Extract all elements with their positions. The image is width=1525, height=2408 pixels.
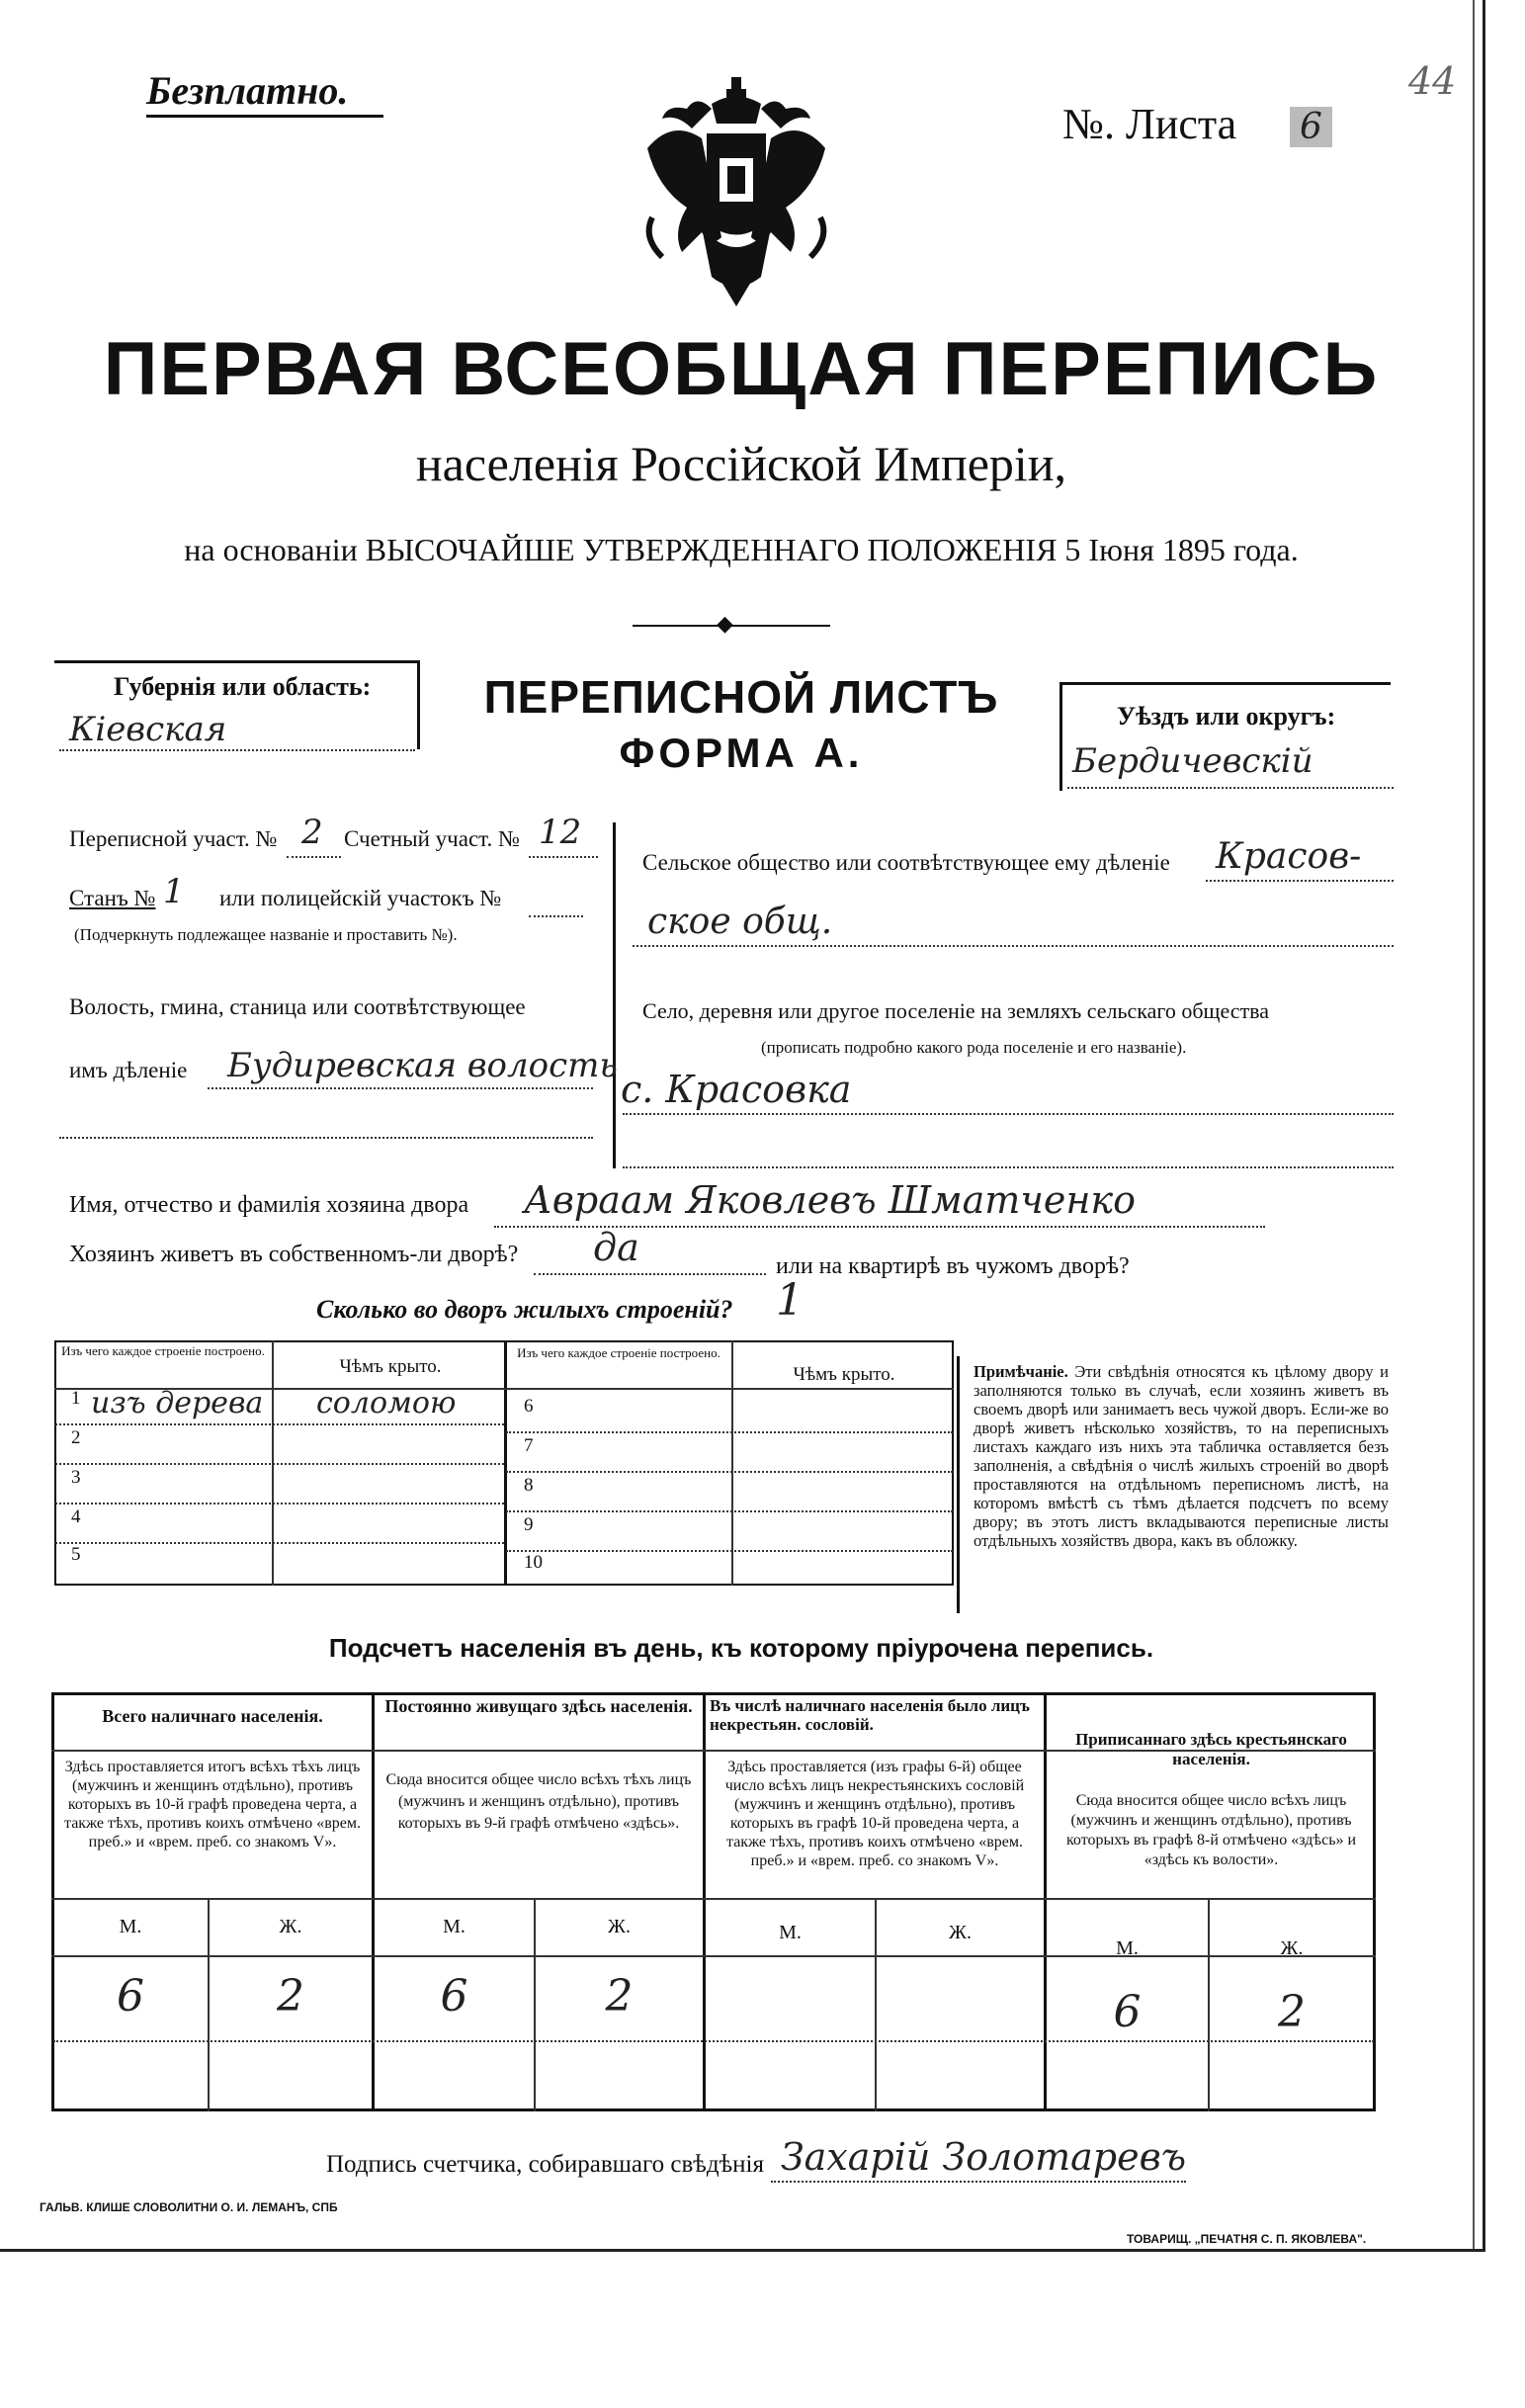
pop-col-header: Постоянно живущаго здѣсь населенія. (384, 1696, 693, 1716)
pop-col-header: Всего наличнаго населенія. (102, 1706, 323, 1726)
building-row-num: 1 (71, 1388, 81, 1409)
printer-right: ТОВАРИЩ. „ПЕЧАТНЯ С. П. ЯКОВЛЕВА". (1127, 2232, 1367, 2246)
building-row-num: 3 (71, 1467, 81, 1488)
pop-desc-rule (51, 1898, 1376, 1900)
pop-m-value: 6 (1113, 1987, 1142, 2037)
pop-col-divider (372, 1692, 375, 2111)
community-value-2: ское общ. (647, 902, 833, 942)
building-row-num: 8 (524, 1475, 534, 1496)
own-yard-value: да (593, 1226, 639, 1269)
ornament-diamond-icon: ◆ (717, 611, 733, 636)
village-dotline (623, 1113, 1394, 1115)
pop-m-label: М. (779, 1922, 802, 1943)
buildings-col1-header-right: Изъ чего каждое строеніе построено. (517, 1345, 720, 1360)
pop-m-label: М. (443, 1916, 466, 1937)
pop-f-label: Ж. (949, 1922, 972, 1943)
sheet-number-value: 6 (1290, 107, 1332, 147)
population-title: Подсчетъ населенія въ день, къ которому пріурочена перепись. (328, 1633, 1154, 1663)
rent-label: или на квартирѣ въ чужомъ дворѣ? (776, 1253, 1130, 1279)
basis-line: на основаніи ВЫСОЧАЙШЕ УТВЕРЖДЕННАГО ПОЛОЖЕНІЯ 5 Іюня 1895 года. (184, 532, 1299, 567)
district-label: Уѣздъ или округъ: (1117, 702, 1336, 731)
counting-section-label: Счетный участ. № (344, 826, 520, 851)
pop-m-value: 6 (117, 1971, 144, 2021)
village-note: (прописать подробно какого рода поселеніе и его названіе). (761, 1038, 1187, 1057)
district-dotline (1067, 787, 1394, 789)
buildings-label: Сколько во дворъ жилыхъ строеній? (316, 1295, 733, 1324)
building-row-line (506, 1510, 953, 1512)
stan-value: 1 (163, 872, 185, 911)
volost-label: Волость, гмина, станица или соотвѣтствующее (69, 994, 526, 1019)
signature-value: Захарій Золотаревъ (781, 2135, 1187, 2179)
pop-col-desc: Здѣсь проставляется итогъ всѣхъ тѣхъ лицъ (мужчинъ и женщинъ отдѣльно), противъ которыхъ въ 10-й графѣ проведена черта, а также тѣхъ, противъ коихъ отмѣчено «врем. преб.» и «врем. преб. со знакомъ V». (64, 1759, 361, 1850)
building-row-line (506, 1550, 953, 1552)
building-row-line (55, 1423, 504, 1425)
buildings-note (974, 1362, 1389, 1550)
census-section-label: Переписной участ. № (69, 826, 278, 851)
owner-value: Авраам Яковлевъ Шматченко (524, 1178, 1136, 1222)
volost-label-2: имъ дѣленіе (69, 1058, 188, 1082)
district-side-rule (1059, 682, 1062, 791)
province-label: Губернія или область: (114, 672, 372, 701)
pop-m-value: 6 (440, 1971, 468, 2021)
pop-col-desc: Сюда вносится общее число всѣхъ тѣхъ лицъ (мужчинъ и женщинъ отдѣльно), противъ которыхъ въ 9-й графѣ отмѣчено «здѣсь». (385, 1771, 692, 1832)
form-title: ПЕРЕПИСНОЙ ЛИСТЪ (483, 671, 999, 723)
signature-label: Подпись счетчика, собиравшаго свѣдѣнія (326, 2151, 764, 2178)
district-value: Бердичевскій (1072, 741, 1313, 781)
building-row-line (55, 1542, 504, 1544)
district-top-rule (1059, 682, 1391, 685)
counting-section-dotline (529, 856, 598, 858)
buildings-col2-header-left: Чѣмъ крыто. (339, 1356, 442, 1377)
pop-f-value: 2 (277, 1971, 304, 2021)
volost-dotline-2 (59, 1137, 593, 1139)
counting-section-value: 12 (539, 813, 582, 852)
police-dotline (529, 915, 583, 917)
province-value: Кіевская (69, 710, 227, 749)
community-dotline-2 (633, 945, 1394, 947)
sheet-number-label: №. Листа (1062, 100, 1237, 148)
pop-col-divider (703, 1692, 706, 2111)
volost-value: Будиревская волость (227, 1046, 618, 1085)
page-title: ПЕРВАЯ ВСЕОБЩАЯ ПЕРЕПИСЬ (103, 327, 1380, 411)
pop-col-desc: Здѣсь проставляется (изъ графы 6-й) общее число всѣхъ лицъ некрестьянскихъ сословій (мужчинъ и женщинъ отдѣльно), противъ которыхъ въ графѣ 10-й проведена черта, а также тѣхъ, противъ коихъ отмѣчено «врем. преб.» и «врем. преб. со знакомъ V». (724, 1759, 1025, 1869)
owner-label: Имя, отчество и фамилія хозяина двора (69, 1192, 469, 1218)
pop-m-label: М. (119, 1916, 142, 1937)
community-value: Красов- (1216, 836, 1362, 877)
census-section-dotline (287, 856, 341, 858)
volost-dotline (208, 1087, 593, 1089)
pop-f-value: 2 (1278, 1987, 1306, 2037)
buildings-col-divider-2 (731, 1340, 733, 1586)
community-dotline (1206, 880, 1394, 882)
building-row-num: 4 (71, 1506, 81, 1527)
pop-col-divider (1044, 1692, 1047, 2111)
pop-value-line (53, 2040, 1374, 2042)
pop-f-label: Ж. (1280, 1937, 1304, 1959)
free-label: Безплатно. (146, 68, 349, 113)
stan-label: Станъ № (69, 886, 156, 910)
building-row-roof: соломою (316, 1386, 457, 1420)
building-row-material: изъ дерева (91, 1386, 264, 1420)
note-title: Примѣчаніе. (974, 1362, 1068, 1381)
printer-left: ГАЛЬВ. КЛИШЕ СЛОВОЛИТНИ О. И. ЛЕМАНЪ, СПБ (40, 2200, 338, 2214)
double-headed-eagle-emblem-icon (633, 69, 840, 316)
province-dotline (59, 749, 415, 751)
buildings-col2-header-right: Чѣмъ крыто. (793, 1364, 895, 1385)
building-row-num: 2 (71, 1427, 81, 1448)
pop-f-value: 2 (605, 1971, 634, 2021)
buildings-col1-header-left: Изъ чего каждое строеніе построено. (61, 1343, 265, 1358)
signature-dotline (771, 2181, 1186, 2183)
building-row-line (55, 1503, 504, 1505)
pop-col-desc: Сюда вносится общее число всѣхъ лицъ (мужчинъ и женщинъ отдѣльно), противъ которыхъ въ графѣ 8-й отмѣчено «здѣсь» и «здѣсь къ волости». (1065, 1792, 1357, 1868)
village-dotline-2 (623, 1166, 1394, 1168)
pop-col-header: Въ числѣ наличнаго населенія было лицъ некрестьян. сословій. (710, 1696, 1030, 1734)
buildings-mid-divider (504, 1340, 507, 1586)
address-divider (613, 822, 616, 1168)
corner-number: 44 (1408, 59, 1457, 103)
page-subtitle: населенія Россійской Имперіи, (415, 436, 1067, 491)
building-row-num: 5 (71, 1544, 81, 1565)
pop-f-label: Ж. (279, 1916, 302, 1937)
underline-note: (Подчеркнуть подлежащее названіе и проставить №). (74, 925, 458, 944)
own-yard-label: Хозяинъ живетъ въ собственномъ-ли дворѣ? (69, 1242, 519, 1267)
village-label: Село, деревня или другое поселеніе на земляхъ сельскаго общества (642, 998, 1270, 1023)
building-row-line (506, 1471, 953, 1473)
province-top-rule (54, 660, 420, 663)
buildings-value: 1 (776, 1275, 804, 1326)
village-value: с. Красовка (621, 1068, 852, 1111)
building-row-num: 9 (524, 1514, 534, 1535)
note-text: Эти свѣдѣнія относятся къ цѣлому двору и заполняются только въ случаѣ, если хозяинъ живетъ въ своемъ дворѣ или занимаетъ весь чужой дворъ. Если-же во дворѣ живетъ нѣсколько хозяйствъ, то на переписныхъ листахъ каждаго изъ нихъ эта табличка оставляется безъ заполненія, а свѣдѣнія о числѣ жилыхъ строеній во дворѣ проставляются на отдѣльномъ переписномъ листѣ, на которомъ вмѣстѣ съ тѣмъ дѣлается подсчетъ по всему двору; въ этотъ листъ вкладываются переписные листы отдѣльныхъ хозяйствъ двора, какъ въ обложку. (974, 1362, 1389, 1550)
form-subtitle: ФОРМА А. (619, 730, 864, 776)
own-yard-dotline (534, 1273, 766, 1275)
building-row-num: 6 (524, 1396, 534, 1417)
community-label: Сельское общество или соотвѣтствующее ему дѣленіе (642, 850, 1170, 875)
free-underline (146, 115, 383, 118)
census-section-value: 2 (301, 813, 323, 852)
police-label: или полицейскій участокъ № (219, 886, 502, 910)
province-side-rule (417, 660, 420, 749)
building-row-num: 10 (524, 1552, 543, 1573)
pop-m-label: М. (1116, 1937, 1139, 1959)
pop-f-label: Ж. (608, 1916, 631, 1937)
building-row-num: 7 (524, 1435, 534, 1456)
pop-col-header: Приписаннаго здѣсь крестьянскаго населенія. (1075, 1730, 1347, 1768)
note-side-rule (957, 1356, 960, 1613)
building-row-line (506, 1431, 953, 1433)
building-row-line (55, 1463, 504, 1465)
